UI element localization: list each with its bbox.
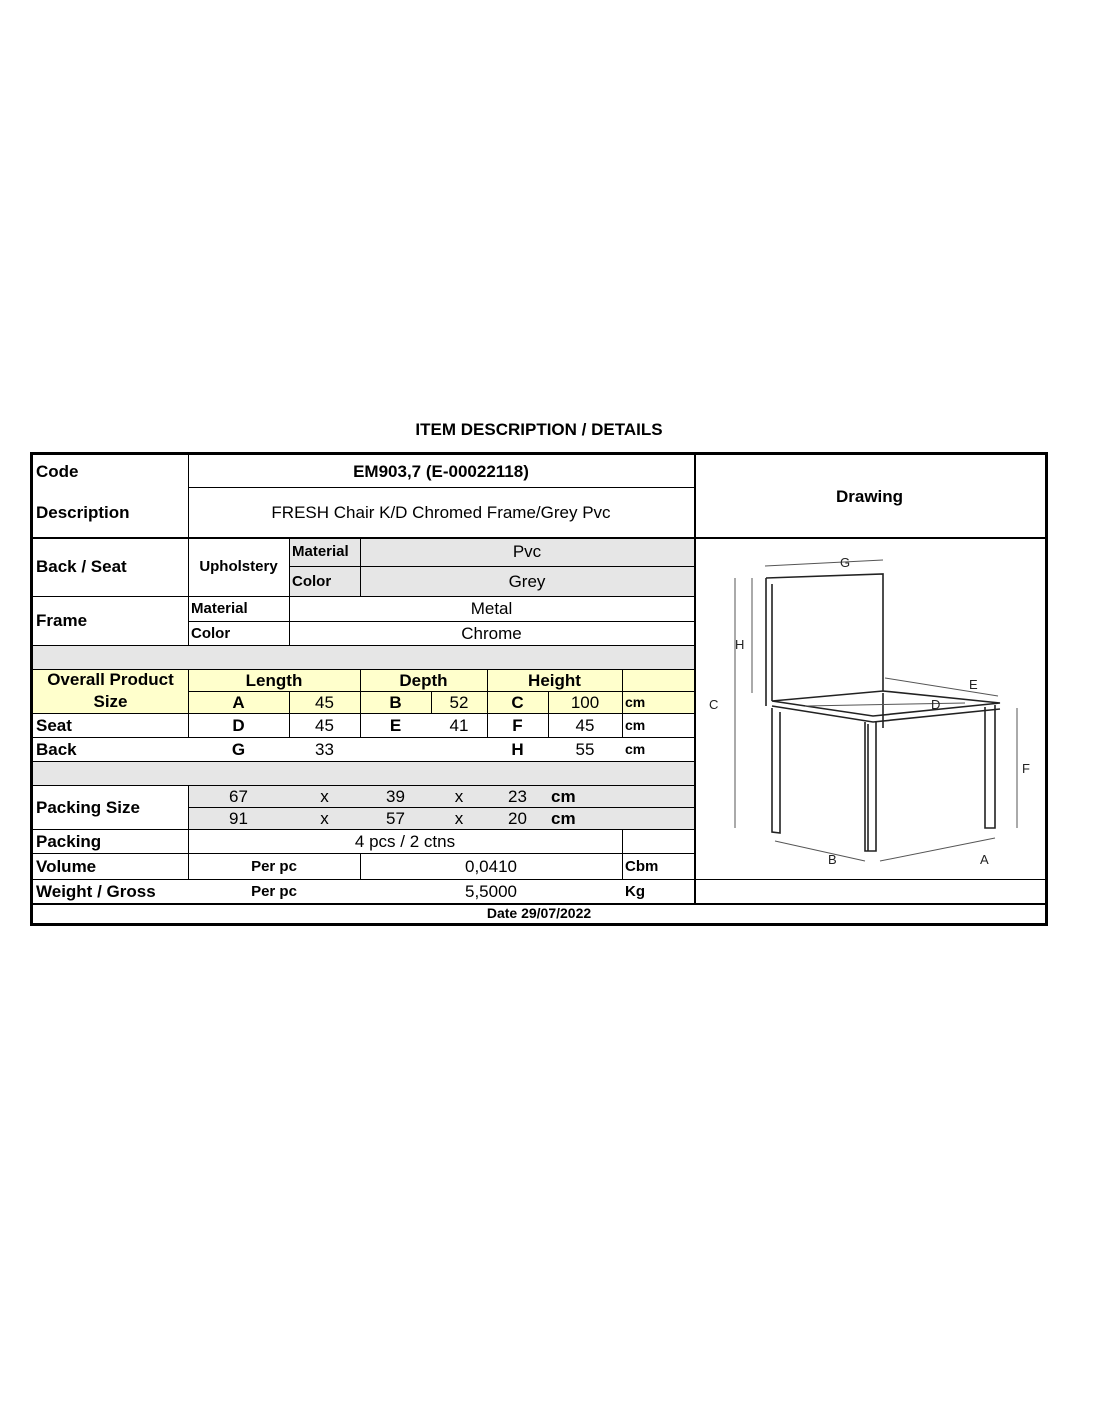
dim-h-value: 55: [575, 739, 595, 759]
depth-header: Depth: [399, 670, 448, 690]
date-footer: Date 29/07/2022: [486, 905, 592, 921]
weight-label: Weight / Gross: [36, 881, 156, 901]
weight-unit: Kg: [625, 882, 645, 900]
upholstery-color-value: Grey: [508, 571, 546, 591]
packing-times: x: [320, 786, 329, 806]
volume-label: Volume: [36, 856, 97, 876]
spec-sheet: [30, 452, 1048, 926]
dim-c-value: 100: [570, 692, 600, 712]
frame-material-label: Material: [191, 600, 248, 617]
packing-length: 67: [229, 786, 248, 806]
code-label: Code: [36, 461, 79, 481]
page-title: ITEM DESCRIPTION / DETAILS: [415, 420, 663, 439]
upholstery-label: Upholstery: [199, 558, 278, 575]
weight-per: Per pc: [251, 882, 297, 900]
height-header: Height: [528, 670, 581, 690]
weight-value: 5,5000: [465, 881, 517, 901]
length-header: Length: [245, 670, 303, 690]
dim-h-label: H: [511, 739, 524, 759]
dim-c-label: C: [511, 692, 524, 712]
drawing-label-g: G: [840, 555, 851, 570]
dim-e-value: 41: [449, 715, 469, 735]
packing-times: x: [454, 808, 464, 828]
spacer-row-2: [33, 761, 694, 785]
dim-b-label: B: [389, 692, 402, 712]
chair-drawing: [695, 538, 1045, 878]
overall-unit: cm: [625, 694, 646, 710]
dim-g-value: 33: [315, 739, 334, 759]
code-value: EM903,7 (E-00022118): [353, 461, 529, 481]
packing-length: 91: [229, 808, 248, 828]
seat-unit: cm: [625, 717, 646, 733]
packing-times: x: [454, 786, 464, 806]
volume-per: Per pc: [251, 857, 297, 875]
drawing-label-c: C: [709, 697, 719, 712]
dim-d-value: 45: [315, 715, 334, 735]
drawing-label-h: H: [735, 637, 745, 652]
packing-size-label: Packing Size: [36, 797, 140, 817]
upholstery-color-label: Color: [292, 572, 332, 590]
drawing-label-a: A: [980, 852, 989, 867]
volume-value: 0,0410: [465, 856, 517, 876]
seat-label: Seat: [36, 715, 72, 735]
frame-label: Frame: [36, 611, 88, 630]
packing-times: x: [320, 808, 329, 828]
overall-size-label: Overall Product Size: [47, 670, 174, 711]
dim-f-value: 45: [575, 715, 595, 735]
dim-b-value: 52: [449, 692, 469, 712]
packing-unit: cm: [551, 808, 576, 828]
spacer-row-1: [33, 645, 694, 669]
frame-color-label: Color: [191, 624, 231, 642]
description-value: FRESH Chair K/D Chromed Frame/Grey Pvc: [271, 502, 611, 522]
packing-height: 20: [508, 808, 527, 828]
drawing-label-b: B: [828, 852, 837, 867]
description-label: Description: [36, 502, 130, 522]
back-seat-label: Back / Seat: [36, 557, 127, 576]
dim-f-label: F: [512, 715, 523, 735]
upholstery-material-label: Material: [292, 543, 349, 560]
back-label: Back: [36, 739, 77, 759]
frame-color-value: Chrome: [461, 623, 522, 643]
dim-g-label: G: [231, 739, 246, 759]
dim-a-label: A: [232, 692, 245, 712]
packing-width: 39: [386, 786, 405, 806]
drawing-label: Drawing: [835, 486, 904, 506]
packing-unit: cm: [551, 786, 576, 806]
packing-width: 57: [386, 808, 405, 828]
dim-d-label: D: [232, 715, 245, 735]
drawing-label-e: E: [969, 677, 978, 692]
packing-value: 4 pcs / 2 ctns: [354, 831, 456, 851]
upholstery-material-value: Pvc: [512, 542, 542, 561]
dim-e-label: E: [389, 715, 402, 735]
volume-unit: Cbm: [625, 857, 659, 875]
packing-height: 23: [508, 786, 527, 806]
drawing-label-f: F: [1022, 761, 1030, 776]
drawing-label-d: D: [931, 697, 941, 712]
packing-label: Packing: [36, 831, 102, 851]
frame-material-value: Metal: [470, 599, 513, 618]
back-unit: cm: [625, 741, 646, 757]
dim-a-value: 45: [315, 692, 334, 712]
